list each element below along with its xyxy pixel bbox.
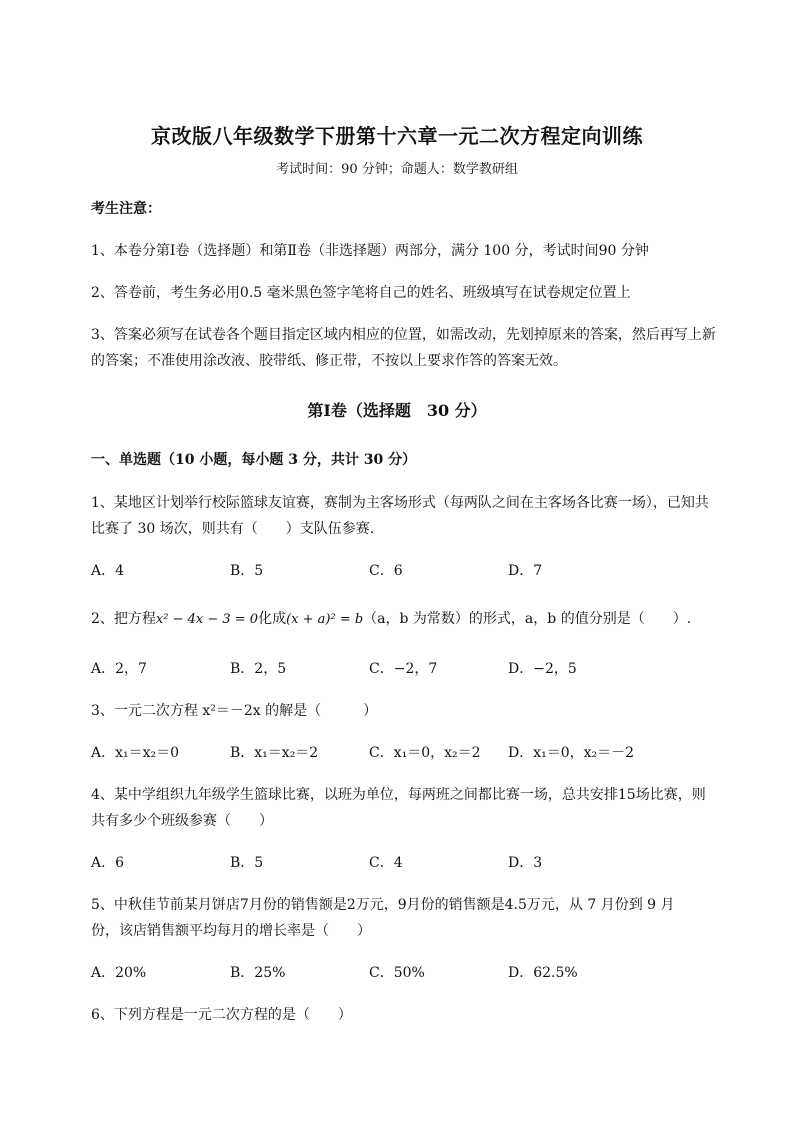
question-1-stem-continued: 比赛了 30 场次，则共有（ ）支队伍参赛. [91, 521, 375, 537]
question-1-stem: 1、某地区计划举行校际篮球友谊赛，赛制为主客场形式（每两队之间在主客场各比赛一场），已知共 [91, 495, 709, 511]
equation-1: x² − 4x − 3 = 0 [155, 612, 259, 627]
question-5-stem: 5、中秋佳节前某月饼店7月份的销售额是2万元，9月份的销售额是4.5万元，从 7 月份到 9 月 [91, 897, 675, 913]
question-6-stem: 6、下列方程是一元二次方程的是（ ） [91, 1007, 352, 1023]
question-3-options [91, 740, 711, 766]
option-c[interactable]: C．6 [369, 563, 403, 579]
option-d[interactable]: D．x₁＝0，x₂＝－2 [508, 745, 635, 761]
question-2-mid: 化成 [258, 611, 287, 627]
question-2-stem [91, 606, 711, 633]
question-5-options [91, 960, 711, 986]
question-5-stem-continued: 份，该店销售额平均每月的增长率是（ ） [91, 923, 371, 939]
option-d[interactable]: D．3 [508, 855, 543, 871]
option-d[interactable]: D．−2，5 [508, 661, 577, 677]
part-heading: 一、单选题（10 小题，每小题 3 分，共计 30 分） [91, 452, 417, 468]
option-a[interactable]: A．2，7 [91, 661, 147, 677]
page-title: 京改版八年级数学下册第十六章一元二次方程定向训练 [151, 124, 643, 148]
notice-heading: 考生注意： [91, 201, 161, 217]
question-1-options [91, 558, 711, 584]
notice-item: 1、本卷分第Ⅰ卷（选择题）和第Ⅱ卷（非选择题）两部分，满分 100 分，考试时间90 分钟 [91, 243, 649, 259]
option-b[interactable]: B．x₁＝x₂＝2 [230, 745, 319, 761]
option-d[interactable]: D．62.5% [508, 965, 578, 981]
section-title: 第Ⅰ卷（选择题 30 分） [307, 401, 487, 420]
option-b[interactable]: B．2，5 [230, 661, 287, 677]
equation-2: (x + a)² = b [286, 612, 364, 627]
question-2-options [91, 656, 711, 682]
notice-item: 2、答卷前，考生务必用0.5 毫米黑色签字笔将自己的姓名、班级填写在试卷规定位置上 [91, 285, 631, 301]
question-2-prefix: 2、把方程 [91, 611, 156, 627]
question-4-options [91, 850, 711, 876]
option-a[interactable]: A．4 [91, 563, 125, 579]
notice-item: 3、答案必须写在试卷各个题目指定区域内相应的位置，如需改动，先划掉原来的答案，然后再写上新 [91, 327, 716, 343]
option-b[interactable]: B．5 [230, 855, 264, 871]
notice-item-continued: 的答案；不准使用涂改液、胶带纸、修正带，不按以上要求作答的答案无效。 [91, 353, 567, 369]
option-b[interactable]: B．5 [230, 563, 264, 579]
option-b[interactable]: B．25% [230, 965, 286, 981]
question-3-stem: 3、一元二次方程 x²＝－2x 的解是（ ） [91, 703, 378, 719]
question-4-stem: 4、某中学组织九年级学生篮球比赛，以班为单位，每两班之间都比赛一场，总共安排15场比赛，则 [91, 787, 706, 803]
question-2-suffix: （a，b 为常数）的形式，a，b 的值分别是（ ）. [363, 611, 692, 627]
option-c[interactable]: C．−2，7 [369, 661, 438, 677]
option-a[interactable]: A．6 [91, 855, 125, 871]
question-4-stem-continued: 共有多少个班级参赛（ ） [91, 813, 273, 829]
option-a[interactable]: A．20% [91, 965, 147, 981]
option-c[interactable]: C．x₁＝0，x₂＝2 [369, 745, 481, 761]
option-c[interactable]: C．4 [369, 855, 403, 871]
option-c[interactable]: C．50% [369, 965, 425, 981]
option-d[interactable]: D．7 [508, 563, 543, 579]
page-subtitle: 考试时间：90 分钟；命题人：数学教研组 [276, 162, 518, 177]
option-a[interactable]: A．x₁＝x₂＝0 [91, 745, 180, 761]
